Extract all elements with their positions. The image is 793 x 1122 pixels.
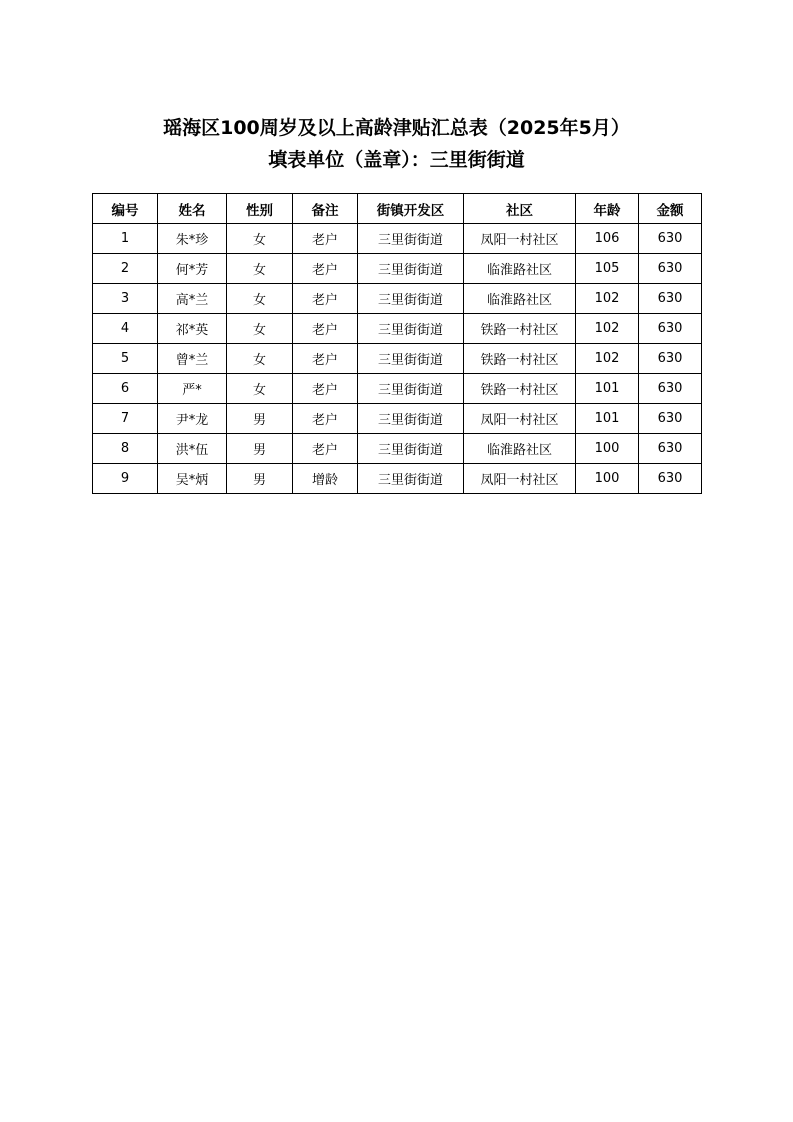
cell-name: 吴*炳 (158, 464, 227, 494)
cell-age: 100 (576, 434, 639, 464)
header-community: 社区 (464, 194, 576, 224)
cell-number: 1 (93, 224, 158, 254)
cell-gender: 女 (227, 314, 293, 344)
cell-subdistrict: 三里街街道 (358, 374, 464, 404)
cell-subdistrict: 三里街街道 (358, 434, 464, 464)
header-amount: 金额 (639, 194, 702, 224)
cell-remark: 增龄 (293, 464, 358, 494)
document-title: 瑶海区100周岁及以上高龄津贴汇总表（2025年5月） (163, 117, 630, 139)
cell-number: 7 (93, 404, 158, 434)
cell-age: 102 (576, 314, 639, 344)
cell-number: 2 (93, 254, 158, 284)
cell-community: 铁路一村社区 (464, 374, 576, 404)
cell-number: 3 (93, 284, 158, 314)
cell-amount: 630 (639, 464, 702, 494)
cell-number: 4 (93, 314, 158, 344)
cell-remark: 老户 (293, 344, 358, 374)
cell-subdistrict: 三里街街道 (358, 314, 464, 344)
cell-subdistrict: 三里街街道 (358, 344, 464, 374)
cell-name: 尹*龙 (158, 404, 227, 434)
cell-name: 高*兰 (158, 284, 227, 314)
header-name: 姓名 (158, 194, 227, 224)
cell-amount: 630 (639, 284, 702, 314)
cell-gender: 女 (227, 374, 293, 404)
cell-age: 106 (576, 224, 639, 254)
cell-subdistrict: 三里街街道 (358, 404, 464, 434)
cell-amount: 630 (639, 254, 702, 284)
header-gender: 性别 (227, 194, 293, 224)
cell-community: 凤阳一村社区 (464, 224, 576, 254)
cell-community: 临淮路社区 (464, 284, 576, 314)
cell-age: 101 (576, 374, 639, 404)
table-row (93, 464, 702, 494)
subsidy-summary-table (92, 193, 702, 494)
cell-remark: 老户 (293, 284, 358, 314)
header-subdistrict: 街镇开发区 (358, 194, 464, 224)
header-remark: 备注 (293, 194, 358, 224)
cell-age: 100 (576, 464, 639, 494)
cell-community: 凤阳一村社区 (464, 464, 576, 494)
cell-amount: 630 (639, 344, 702, 374)
cell-remark: 老户 (293, 374, 358, 404)
cell-amount: 630 (639, 224, 702, 254)
document-header (0, 112, 793, 176)
cell-number: 9 (93, 464, 158, 494)
table-row (93, 374, 702, 404)
cell-name: 严* (158, 374, 227, 404)
cell-gender: 女 (227, 284, 293, 314)
table-header-row (93, 194, 702, 224)
cell-subdistrict: 三里街街道 (358, 464, 464, 494)
cell-remark: 老户 (293, 404, 358, 434)
cell-community: 铁路一村社区 (464, 344, 576, 374)
cell-community: 凤阳一村社区 (464, 404, 576, 434)
cell-community: 铁路一村社区 (464, 314, 576, 344)
cell-gender: 女 (227, 224, 293, 254)
cell-gender: 男 (227, 434, 293, 464)
cell-community: 临淮路社区 (464, 434, 576, 464)
cell-name: 洪*伍 (158, 434, 227, 464)
document-subtitle: 填表单位（盖章）：三里街街道 (268, 149, 525, 171)
table-row (93, 254, 702, 284)
cell-amount: 630 (639, 374, 702, 404)
cell-gender: 男 (227, 464, 293, 494)
table-row (93, 284, 702, 314)
cell-amount: 630 (639, 404, 702, 434)
cell-subdistrict: 三里街街道 (358, 254, 464, 284)
cell-number: 8 (93, 434, 158, 464)
header-number: 编号 (93, 194, 158, 224)
cell-remark: 老户 (293, 254, 358, 284)
cell-gender: 男 (227, 404, 293, 434)
cell-age: 102 (576, 284, 639, 314)
cell-remark: 老户 (293, 434, 358, 464)
cell-gender: 女 (227, 254, 293, 284)
cell-name: 祁*英 (158, 314, 227, 344)
cell-amount: 630 (639, 314, 702, 344)
cell-remark: 老户 (293, 314, 358, 344)
cell-subdistrict: 三里街街道 (358, 284, 464, 314)
cell-subdistrict: 三里街街道 (358, 224, 464, 254)
cell-age: 102 (576, 344, 639, 374)
cell-number: 5 (93, 344, 158, 374)
table-row (93, 434, 702, 464)
table-row (93, 314, 702, 344)
cell-age: 105 (576, 254, 639, 284)
cell-number: 6 (93, 374, 158, 404)
cell-community: 临淮路社区 (464, 254, 576, 284)
cell-name: 朱*珍 (158, 224, 227, 254)
cell-name: 何*芳 (158, 254, 227, 284)
cell-remark: 老户 (293, 224, 358, 254)
header-age: 年龄 (576, 194, 639, 224)
table-row (93, 344, 702, 374)
cell-age: 101 (576, 404, 639, 434)
cell-amount: 630 (639, 434, 702, 464)
table-row (93, 404, 702, 434)
cell-name: 曾*兰 (158, 344, 227, 374)
cell-gender: 女 (227, 344, 293, 374)
table-row (93, 224, 702, 254)
